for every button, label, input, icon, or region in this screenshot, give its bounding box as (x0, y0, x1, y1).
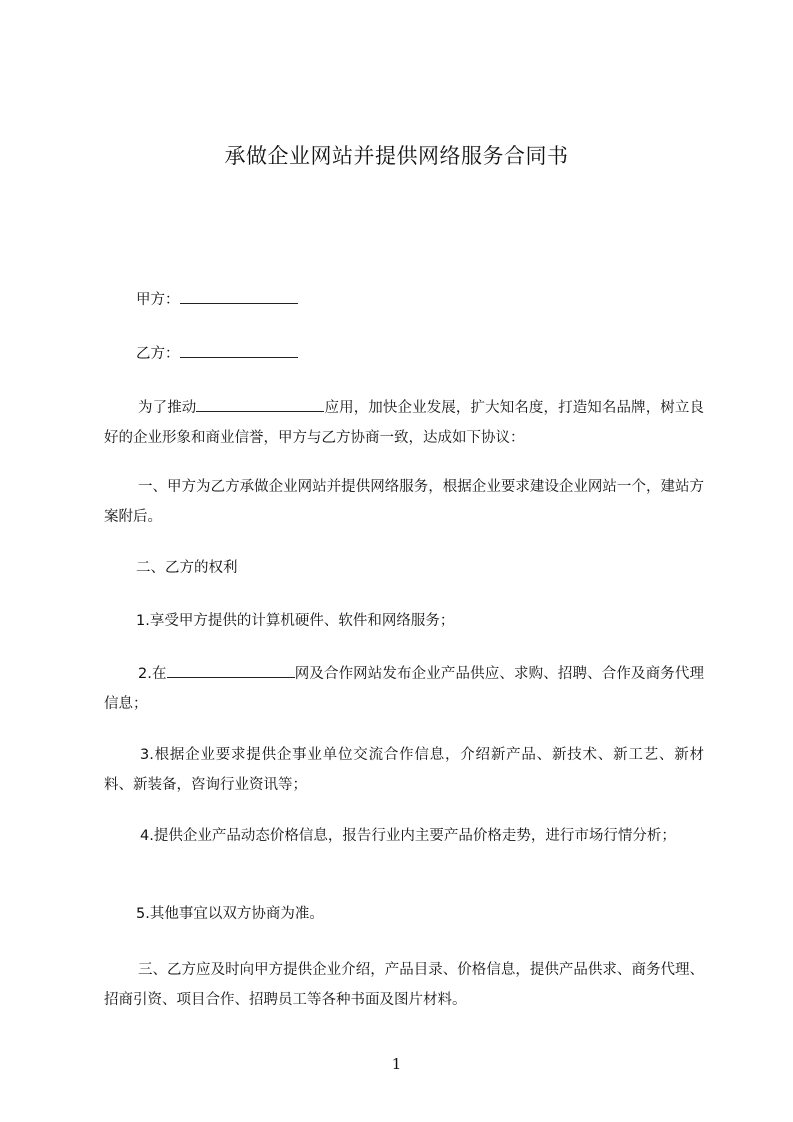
item-2-blank (167, 662, 295, 678)
clause-2-item-3: 3.根据企业要求提供企事业单位交流合作信息，介绍新产品、新技术、新工艺、新材料、新装备，咨询行业资讯等； (104, 747, 704, 793)
intro-paragraph (104, 393, 704, 453)
clause-1: 一、甲方为乙方承做企业网站并提供网络服务，根据企业要求建设企业网站一个，建站方案附后。 (104, 479, 704, 525)
intro-text-post: 应用，加快企业发展，扩大知名度，打造知名品牌，树立良好的企业形象和商业信誉，甲方与乙方协商一致，达成如下协议： (104, 400, 705, 446)
clause-2-item-4: 4.提供企业产品动态价格信息，报告行业内主要产品价格走势，进行市场行情分析； (140, 828, 676, 844)
party-a-label: 甲方： (136, 292, 180, 308)
clause-2-item-1: 1.享受甲方提供的计算机硬件、软件和网络服务； (136, 613, 455, 629)
clause-2-item-5: 5.其他事宜以双方协商为准。 (136, 906, 324, 922)
clause-2-item-2 (104, 659, 704, 719)
party-b-blank (180, 342, 298, 358)
clause-2-heading: 二、乙方的权利 (136, 560, 238, 576)
intro-text-pre: 为了推动 (138, 400, 197, 416)
item-2-text-pre: 2.在 (138, 666, 167, 682)
party-a-blank (180, 288, 298, 304)
party-a-line (104, 285, 704, 315)
party-b-line (104, 339, 704, 369)
party-b-label: 乙方： (136, 346, 180, 362)
intro-blank (196, 396, 324, 412)
item-2-text-post: 网及合作网站发布企业产品供应、求购、招聘、合作及商务代理信息； (104, 666, 704, 712)
document-title: 承做企业网站并提供网络服务合同书 (224, 144, 569, 168)
page-number: 1 (391, 1055, 402, 1073)
clause-3: 三、乙方应及时向甲方提供企业介绍，产品目录、价格信息，提供产品供求、商务代理、招商引资、项目合作、招聘员工等各种书面及图片材料。 (104, 962, 704, 1008)
